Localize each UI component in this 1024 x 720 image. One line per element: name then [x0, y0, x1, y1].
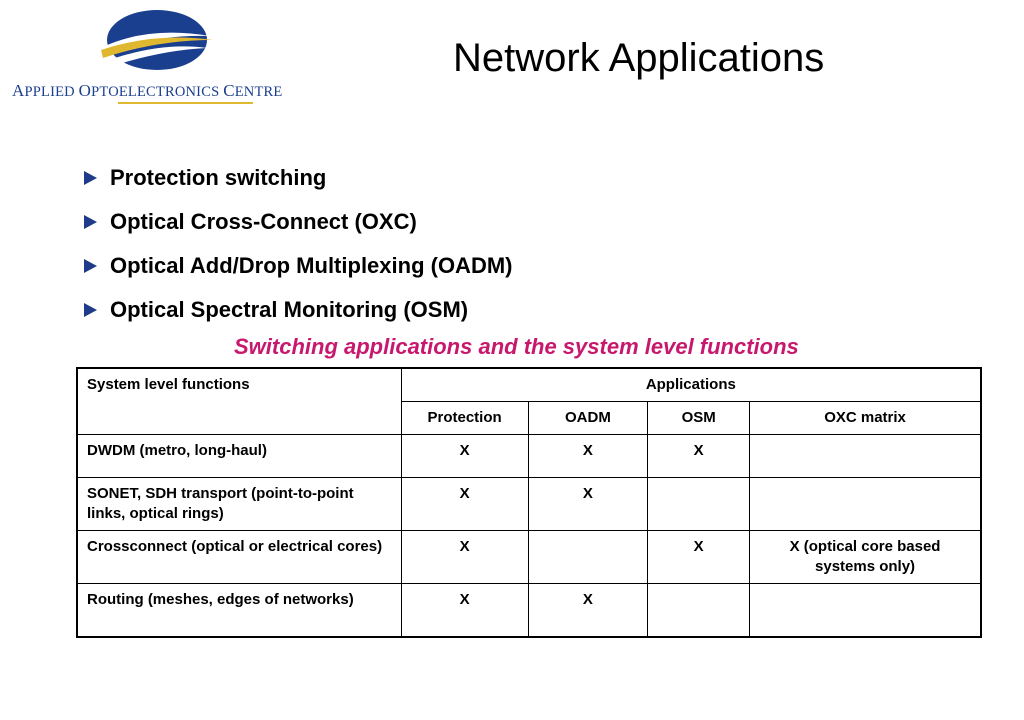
- bullet-item: Optical Spectral Monitoring (OSM): [84, 288, 513, 332]
- table-caption: Switching applications and the system level functions: [234, 334, 799, 359]
- row-function: DWDM (metro, long-haul): [77, 435, 401, 478]
- triangle-bullet-icon: [84, 215, 97, 229]
- page-title: Network Applications: [453, 36, 825, 80]
- bullet-list: [84, 156, 513, 332]
- cell: X: [401, 584, 528, 638]
- cell: X: [401, 531, 528, 584]
- functions-table: [76, 367, 982, 638]
- table-header-row: [77, 368, 981, 402]
- header-protection: Protection: [401, 402, 528, 435]
- header-applications: Applications: [401, 368, 981, 402]
- cell: X: [648, 531, 750, 584]
- cell: [750, 478, 981, 531]
- bullet-item: Protection switching: [84, 156, 513, 200]
- logo-text: APPLIED OPTOELECTRONICS CENTRE: [12, 81, 283, 100]
- logo-rule: [118, 102, 253, 104]
- row-function: Crossconnect (optical or electrical cores): [77, 531, 401, 584]
- table-row: [77, 478, 981, 531]
- table-row: [77, 435, 981, 478]
- cell: [750, 435, 981, 478]
- cell: X (optical core based systems only): [750, 531, 981, 584]
- logo-swoosh-icon: [95, 6, 215, 78]
- cell: X: [528, 584, 648, 638]
- cell: X: [648, 435, 750, 478]
- cell: X: [401, 478, 528, 531]
- row-function: Routing (meshes, edges of networks): [77, 584, 401, 638]
- header-functions: System level functions: [77, 368, 401, 435]
- triangle-bullet-icon: [84, 303, 97, 317]
- cell: [648, 584, 750, 638]
- row-function: SONET, SDH transport (point-to-point links, optical rings): [77, 478, 401, 531]
- header-oadm: OADM: [528, 402, 648, 435]
- cell: [648, 478, 750, 531]
- triangle-bullet-icon: [84, 259, 97, 273]
- table-row: [77, 531, 981, 584]
- bullet-item: Optical Add/Drop Multiplexing (OADM): [84, 244, 513, 288]
- header-oxc-matrix: OXC matrix: [750, 402, 981, 435]
- header-osm: OSM: [648, 402, 750, 435]
- logo: [10, 6, 290, 106]
- cell: X: [528, 478, 648, 531]
- cell: [528, 531, 648, 584]
- bullet-item: Optical Cross-Connect (OXC): [84, 200, 513, 244]
- cell: X: [528, 435, 648, 478]
- cell: X: [401, 435, 528, 478]
- triangle-bullet-icon: [84, 171, 97, 185]
- cell: [750, 584, 981, 638]
- table-row: [77, 584, 981, 638]
